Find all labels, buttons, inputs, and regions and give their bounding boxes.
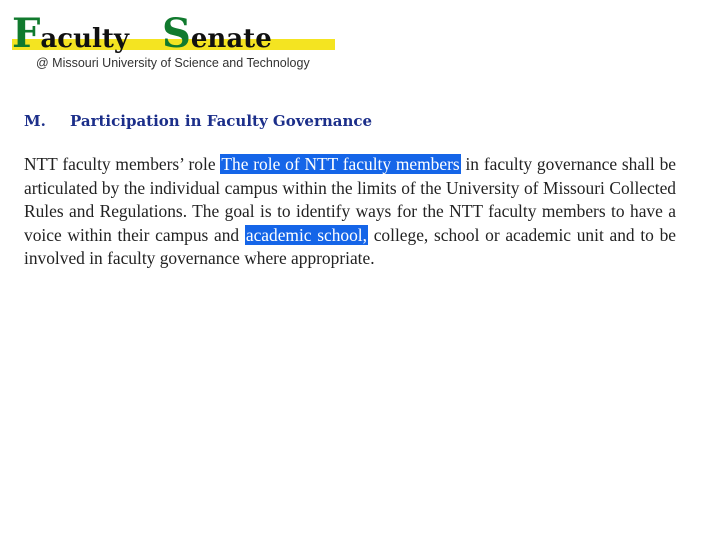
logo-word-faculty	[12, 10, 129, 57]
logo-rest-enate: enate	[190, 24, 272, 54]
text-before-highlight-1: NTT faculty members’ role	[24, 154, 221, 174]
logo-cap-f: F	[12, 10, 41, 57]
logo-cap-s: S	[162, 10, 191, 57]
selected-text-1[interactable]: The role of NTT faculty members	[221, 154, 460, 174]
header	[0, 0, 720, 80]
body-paragraph	[24, 153, 676, 271]
logo-word-senate	[162, 10, 272, 57]
section-heading	[24, 112, 372, 130]
selected-text-2[interactable]: academic school,	[245, 224, 367, 245]
section-title: Participation in Faculty Governance	[70, 112, 373, 130]
section-number: M.	[24, 112, 46, 130]
header-subtitle: @ Missouri University of Science and Technology	[36, 56, 310, 70]
text-middle: in faculty governance shall be articulated by the individual campus within the limits of the University of Missouri Collected Rules and Regulations. The goal is to identify ways for the NTT faculty members to have a voice within their campus and	[24, 154, 676, 245]
logo-rest-aculty: aculty	[40, 24, 129, 54]
text-after-highlight-2: college, school or academic unit and to be involved in faculty governance where appropriate.	[24, 224, 677, 269]
